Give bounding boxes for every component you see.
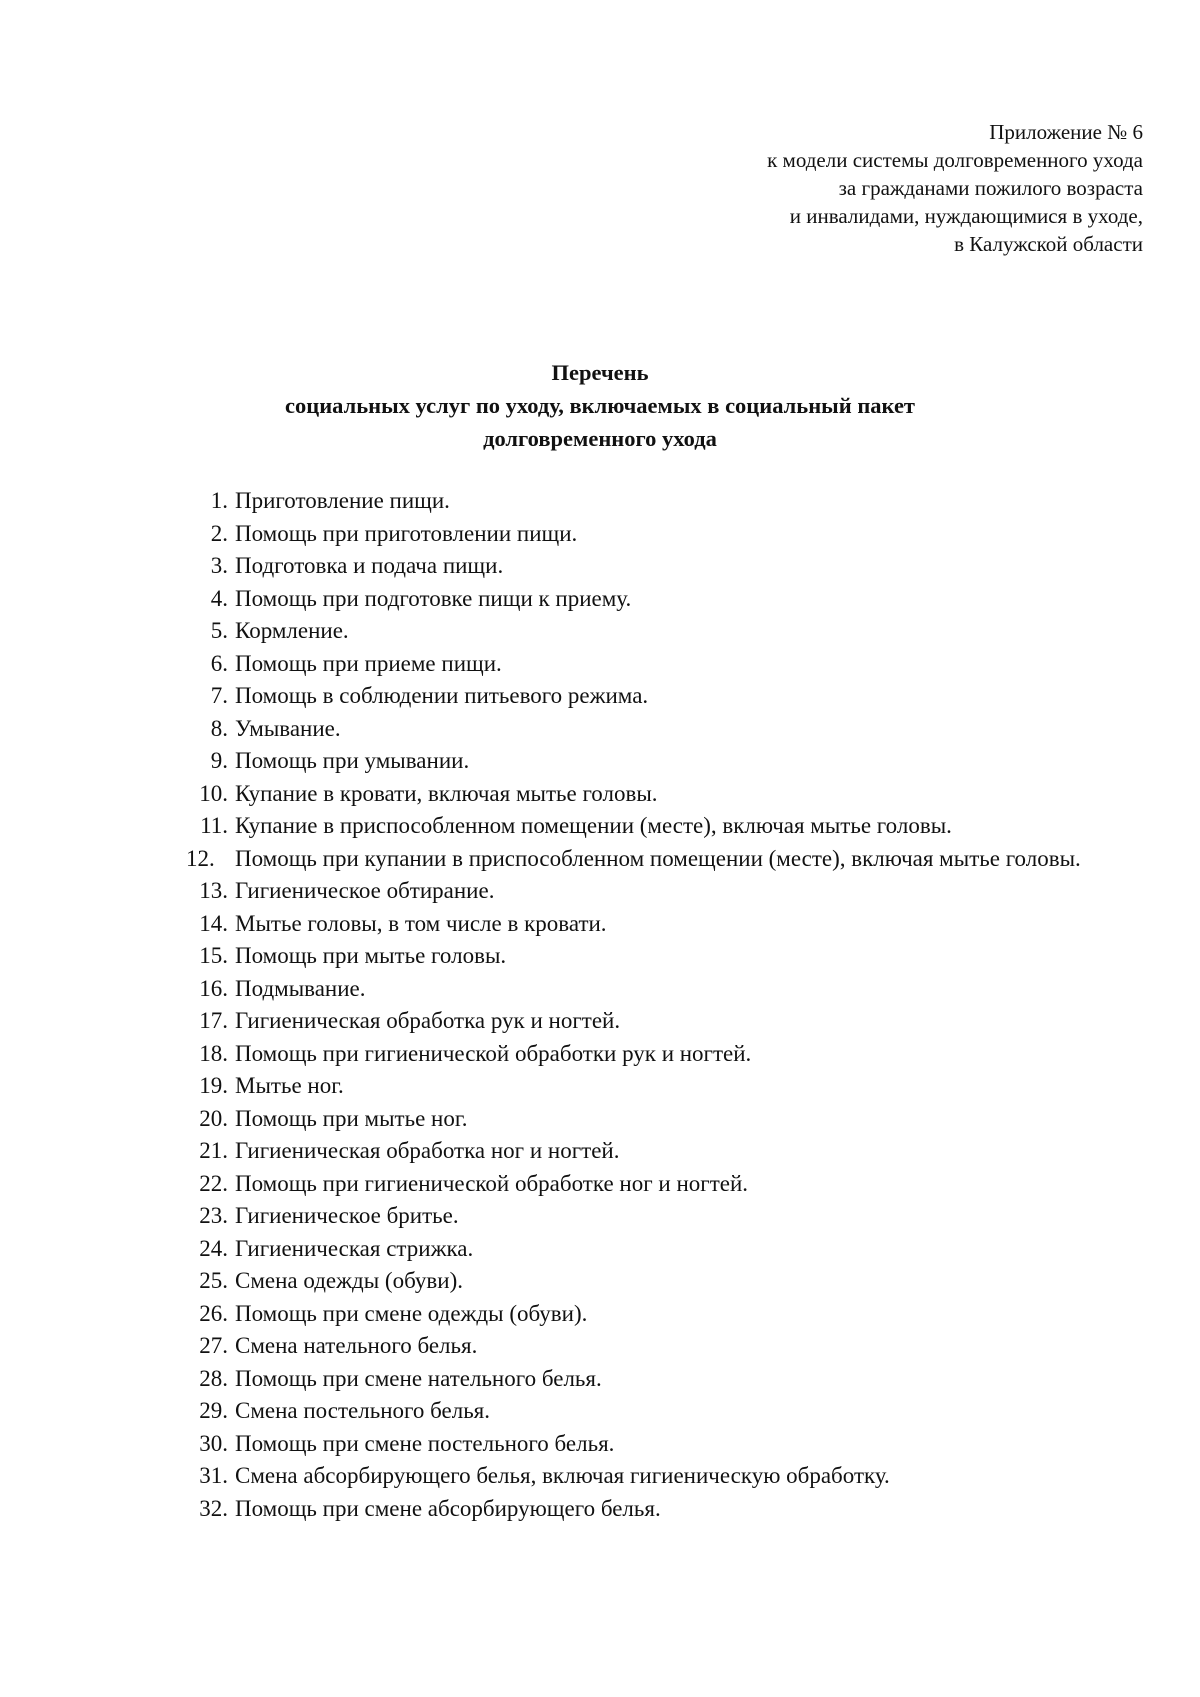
list-item-number: 15. <box>199 943 228 968</box>
list-item <box>116 1265 1143 1298</box>
list-item-text: Гигиеническое бритье. <box>235 1203 459 1228</box>
list-item-number: 21. <box>199 1138 228 1163</box>
appendix-line: в Калужской области <box>954 232 1143 256</box>
services-list <box>116 485 1143 1525</box>
list-item-text: Смена одежды (обуви). <box>235 1268 463 1293</box>
list-item-text: Помощь при смене постельного белья. <box>235 1430 615 1456</box>
list-item-number: 18. <box>199 1040 228 1066</box>
list-item-number: 20. <box>199 1105 228 1131</box>
list-item-text: Помощь при смене абсорбирующего белья. <box>235 1495 661 1521</box>
list-item-number: 30. <box>199 1430 228 1456</box>
list-item <box>116 518 1143 551</box>
list-item-text: Купание в кровати, включая мытье головы. <box>235 780 658 806</box>
list-item-number: 19. <box>199 1073 228 1098</box>
list-item-text: Умывание. <box>235 715 341 741</box>
list-item-text: Помощь при подготовке пищи к приему. <box>235 585 632 611</box>
list-item-text: Помощь при мытье головы. <box>235 943 507 968</box>
appendix-line: за гражданами пожилого возраста <box>838 176 1143 200</box>
list-item-number: 31. <box>199 1463 228 1488</box>
title-line: долговременного ухода <box>483 426 717 451</box>
list-item <box>116 908 1143 941</box>
list-item-text: Помощь при умывании. <box>235 748 470 773</box>
list-item <box>116 1493 1143 1526</box>
list-item-number: 29. <box>199 1398 228 1423</box>
appendix-line: к модели системы долговременного ухода <box>767 148 1143 172</box>
list-item-text: Помощь при приеме пищи. <box>235 650 502 676</box>
list-item-text: Помощь при гигиенической обработке ног и ногтей. <box>235 1170 749 1196</box>
list-item-number: 12. <box>186 845 215 871</box>
list-item-text: Помощь при гигиенической обработки рук и ногтей. <box>235 1040 752 1066</box>
appendix-header <box>767 118 1143 258</box>
list-item-text: Подготовка и подача пищи. <box>235 553 504 578</box>
list-item-text: Гигиеническая обработка ног и ногтей. <box>235 1138 620 1163</box>
list-item-number: 3. <box>210 553 228 578</box>
list-item <box>116 615 1143 648</box>
list-item-text: Помощь в соблюдении питьевого режима. <box>235 683 649 708</box>
list-item-text: Подмывание. <box>235 975 366 1001</box>
list-item-text: Помощь при мытье ног. <box>235 1105 468 1131</box>
list-item-number: 4. <box>210 585 228 611</box>
list-item-text: Гигиеническое обтирание. <box>235 878 495 903</box>
list-item-text: Смена нательного белья. <box>235 1333 478 1358</box>
document-title <box>0 356 1200 455</box>
list-item-text: Мытье головы, в том числе в кровати. <box>235 910 607 936</box>
list-item-number: 5. <box>210 618 228 643</box>
list-item-number: 22. <box>199 1170 228 1196</box>
list-item-text: Помощь при купании в приспособленном помещении (месте), включая мытье головы. <box>235 845 1081 871</box>
list-item-text: Гигиеническая стрижка. <box>235 1235 474 1261</box>
list-item <box>116 550 1143 583</box>
list-item-number: 23. <box>199 1203 228 1228</box>
title-line: социальных услуг по уходу, включаемых в социальный пакет <box>285 393 915 418</box>
list-item-text: Купание в приспособленном помещении (месте), включая мытье головы. <box>235 813 952 838</box>
list-item-number: 32. <box>199 1495 228 1521</box>
list-item <box>116 1070 1143 1103</box>
list-item-text: Помощь при приготовлении пищи. <box>235 520 578 546</box>
list-item-text: Смена постельного белья. <box>235 1398 491 1423</box>
list-item-number: 1. <box>210 488 228 513</box>
list-item-number: 6. <box>210 650 228 676</box>
title-line: Перечень <box>551 360 649 385</box>
list-item <box>116 1168 1143 1201</box>
list-item <box>116 1038 1143 1071</box>
list-item <box>116 1395 1143 1428</box>
list-item <box>116 713 1143 746</box>
list-item-text: Приготовление пищи. <box>235 488 450 513</box>
list-item <box>116 745 1143 778</box>
list-item-number: 8. <box>210 715 228 741</box>
list-item-text: Мытье ног. <box>235 1073 344 1098</box>
appendix-line: и инвалидами, нуждающимися в уходе, <box>789 204 1143 228</box>
list-item <box>116 1363 1143 1396</box>
list-item-number: 28. <box>199 1365 228 1391</box>
list-item <box>116 875 1143 908</box>
list-item <box>116 485 1143 518</box>
list-item-number: 2. <box>210 520 228 546</box>
list-item <box>116 843 1143 876</box>
list-item <box>116 1005 1143 1038</box>
list-item <box>116 648 1143 681</box>
list-item <box>116 1135 1143 1168</box>
list-item-number: 17. <box>199 1008 228 1033</box>
list-item <box>116 1428 1143 1461</box>
list-item-text: Смена абсорбирующего белья, включая гигиеническую обработку. <box>235 1463 890 1488</box>
list-item <box>116 973 1143 1006</box>
list-item <box>116 778 1143 811</box>
list-item-number: 10. <box>199 780 228 806</box>
list-item <box>116 1330 1143 1363</box>
list-item-text: Гигиеническая обработка рук и ногтей. <box>235 1008 621 1033</box>
list-item-number: 13. <box>199 878 228 903</box>
appendix-line: Приложение № 6 <box>989 120 1143 144</box>
list-item-number: 7. <box>210 683 228 708</box>
list-item-text: Помощь при смене нательного белья. <box>235 1365 602 1391</box>
list-item <box>116 1103 1143 1136</box>
list-item-text: Кормление. <box>235 618 349 643</box>
list-item <box>116 1200 1143 1233</box>
list-item-number: 24. <box>199 1235 228 1261</box>
list-item-number: 25. <box>199 1268 228 1293</box>
list-item <box>116 1298 1143 1331</box>
list-item <box>116 810 1143 843</box>
list-item <box>116 940 1143 973</box>
list-item <box>116 1460 1143 1493</box>
list-item-number: 11. <box>200 813 228 838</box>
list-item-number: 14. <box>199 910 228 936</box>
list-item-text: Помощь при смене одежды (обуви). <box>235 1300 588 1326</box>
list-item <box>116 680 1143 713</box>
list-item-number: 9. <box>210 748 228 773</box>
list-item <box>116 1233 1143 1266</box>
list-item-number: 16. <box>199 975 228 1001</box>
list-item <box>116 583 1143 616</box>
list-item-number: 26. <box>199 1300 228 1326</box>
list-item-number: 27. <box>199 1333 228 1358</box>
